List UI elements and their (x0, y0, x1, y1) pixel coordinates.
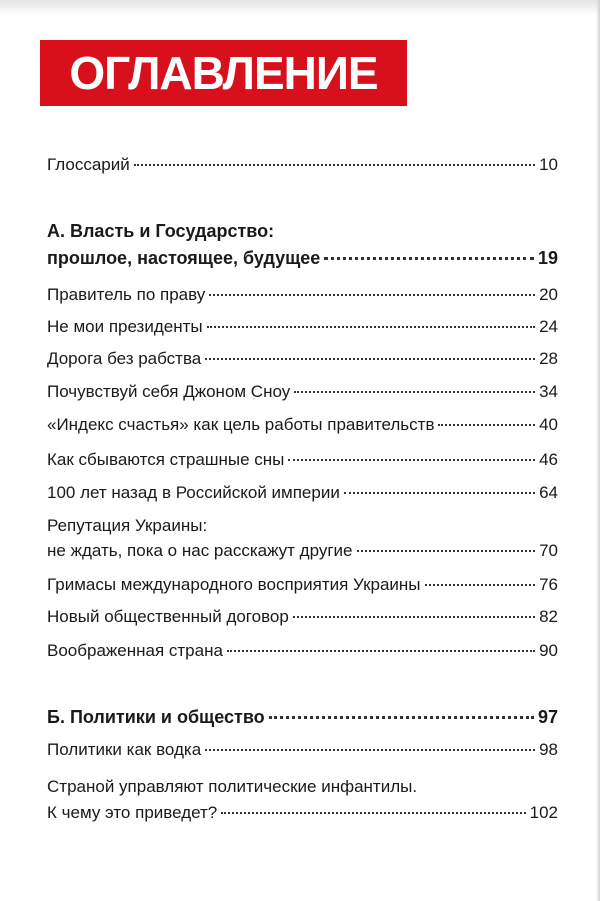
toc-entry[interactable] (47, 316, 558, 338)
toc-entry-page: 70 (539, 541, 558, 560)
toc-entry[interactable] (47, 776, 558, 824)
dot-leader (324, 257, 534, 260)
toc-entry[interactable] (47, 414, 558, 436)
toc-entry-page: 64 (539, 483, 558, 502)
toc-entry-glossary[interactable] (47, 154, 558, 176)
toc-section-page: 19 (537, 248, 558, 268)
toc-entry-page: 28 (539, 349, 558, 368)
toc-section-title-line1: А. Власть и Государство: (47, 221, 275, 241)
toc-entry-title-line2: К чему это приведет? (47, 803, 218, 822)
toc-entry-title: Гримасы международного восприятия Украины (47, 575, 421, 594)
toc-entry-title: Правитель по праву (47, 285, 206, 304)
toc-entry-page: 76 (539, 575, 558, 594)
toc-entry[interactable] (47, 739, 558, 761)
toc-entry-title: Новый общественный договор (47, 607, 289, 626)
toc-entry[interactable] (47, 381, 558, 403)
toc-entry[interactable] (47, 574, 558, 596)
toc-entry-page: 20 (539, 285, 558, 304)
dot-leader (209, 294, 535, 296)
toc-section-page: 97 (537, 707, 558, 727)
toc-entry-title: Почувствуй себя Джоном Сноу (47, 382, 291, 401)
page-top-shadow (0, 0, 600, 14)
dot-leader (221, 812, 525, 814)
toc-entry-title-line2: не ждать, пока о нас расскажут другие (47, 541, 353, 560)
toc-entry-title: Как сбываются страшные сны (47, 450, 285, 469)
toc-entry-title: 100 лет назад в Российской империи (47, 483, 340, 502)
toc-entry-title: Глоссарий (47, 155, 130, 174)
toc-heading: ОГЛАВЛЕНИЕ (40, 40, 407, 106)
toc-entry[interactable] (47, 640, 558, 662)
dot-leader (207, 326, 535, 328)
dot-leader (205, 358, 535, 360)
toc-entry-title: Не мои президенты (47, 317, 203, 336)
dot-leader (344, 492, 535, 494)
dot-leader (288, 459, 535, 461)
dot-leader (357, 550, 536, 552)
toc-entry-title: Политики как водка (47, 740, 202, 759)
toc-section-title: Б. Политики и общество (47, 707, 265, 727)
toc-entry[interactable] (47, 284, 558, 306)
toc-entry-title-line1: Репутация Украины: (47, 516, 208, 535)
dot-leader (134, 164, 535, 166)
toc-entry-page: 46 (539, 450, 558, 469)
toc-entry-title: Воображенная страна (47, 641, 223, 660)
toc-entry-page: 34 (539, 382, 558, 401)
toc-entry[interactable] (47, 515, 558, 562)
toc-entry[interactable] (47, 449, 558, 471)
toc-entry[interactable] (47, 482, 558, 504)
toc-entry-page: 90 (539, 641, 558, 660)
toc-entry-page: 10 (539, 155, 558, 174)
toc-entry-title: Дорога без рабства (47, 349, 202, 368)
toc-entry[interactable] (47, 348, 558, 370)
toc-entry-title-line1: Страной управляют политические инфантилы. (47, 777, 418, 796)
toc-entry-page: 24 (539, 317, 558, 336)
toc-entry-page: 102 (529, 803, 558, 822)
dot-leader (293, 616, 535, 618)
toc-entry-title: «Индекс счастья» как цель работы правительств (47, 415, 435, 434)
toc-entry-page: 82 (539, 607, 558, 626)
toc-entry-page: 98 (539, 740, 558, 759)
dot-leader (205, 749, 535, 751)
toc-section-title-line2: прошлое, настоящее, будущее (47, 248, 321, 268)
page-right-edge (596, 0, 600, 901)
toc-section-a[interactable] (47, 220, 558, 269)
dot-leader (294, 391, 535, 393)
toc-entry-page: 40 (539, 415, 558, 434)
toc-section-b[interactable] (47, 706, 558, 728)
dot-leader (269, 716, 534, 719)
dot-leader (438, 424, 535, 426)
dot-leader (425, 584, 536, 586)
toc-entry[interactable] (47, 606, 558, 628)
dot-leader (227, 650, 535, 652)
